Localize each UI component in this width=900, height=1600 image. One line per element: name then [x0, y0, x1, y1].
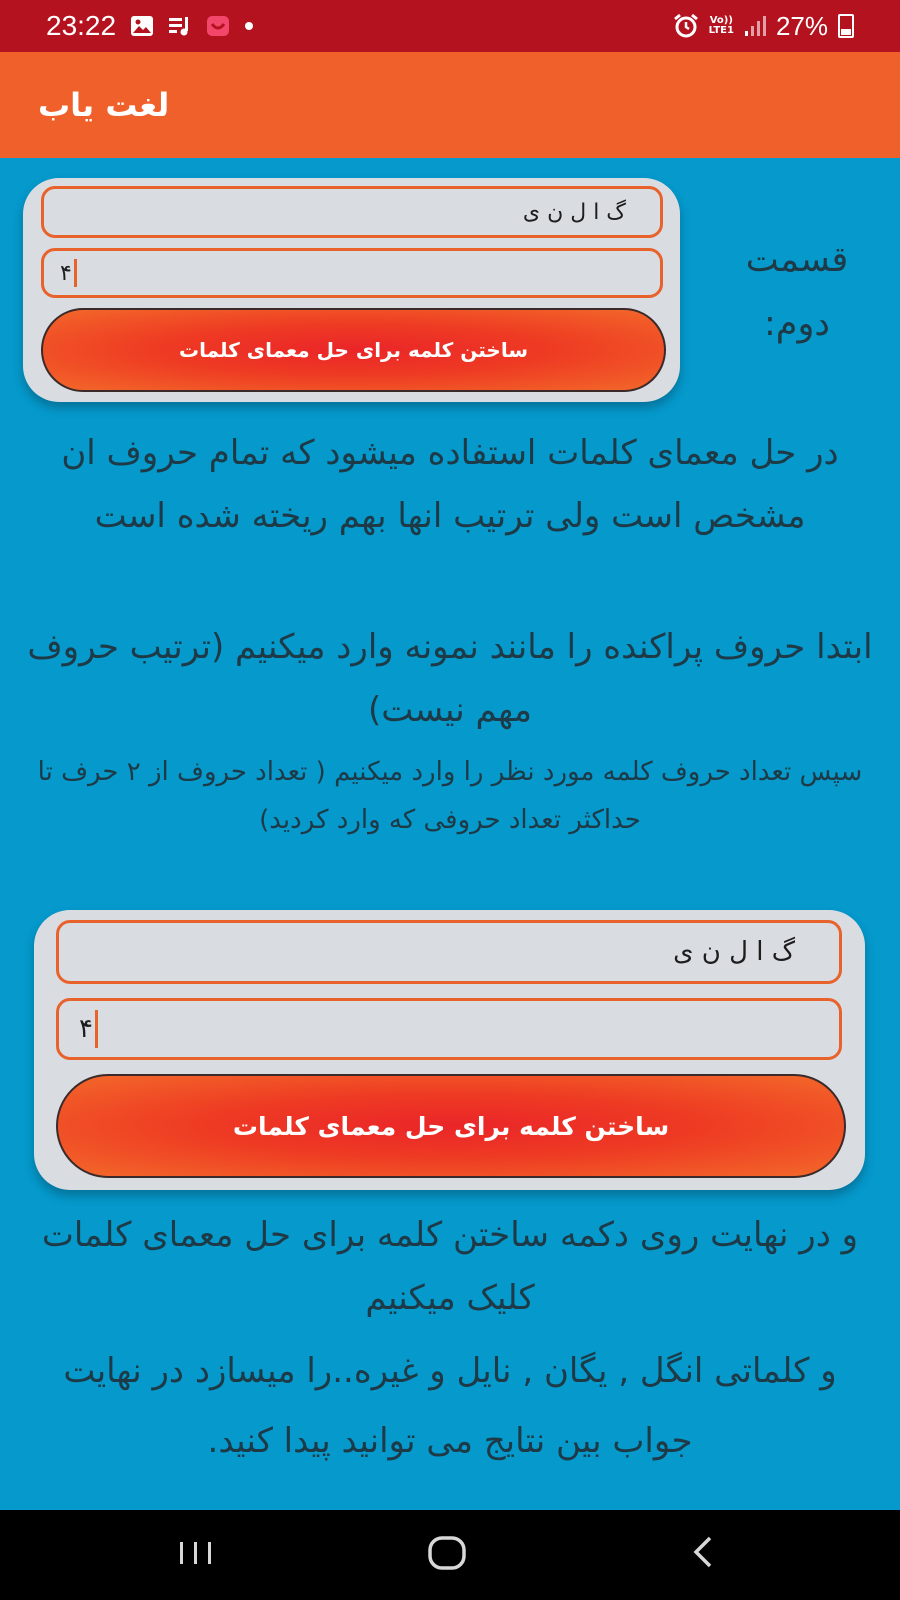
status-right: [673, 11, 854, 42]
recent-apps-icon[interactable]: [176, 1532, 216, 1572]
letter-count-value: ۴: [79, 1014, 93, 1044]
status-bar: [0, 0, 900, 52]
more-notifications-dot-icon: [244, 21, 254, 31]
network-type: Vo)) LTE1: [708, 15, 734, 36]
letter-count-value: ۴: [60, 260, 72, 286]
step3-text: و در نهایت روی دکمه ساختن کلمه برای حل معمای کلمات کلیک میکنیم: [41, 1215, 859, 1318]
letters-input[interactable]: [41, 186, 663, 238]
alarm-icon: [673, 13, 699, 39]
back-icon[interactable]: [688, 1532, 718, 1572]
status-time: 23:22: [46, 10, 117, 41]
text-cursor: [95, 1010, 98, 1048]
letters-input[interactable]: [56, 920, 842, 984]
intro-text: در حل معمای کلمات استفاده میشود که تمام حروف ان مشخص است ولی ترتیب انها بهم ریخته شده است: [61, 433, 839, 536]
app-bar: [0, 52, 900, 158]
battery-percentage: 27%: [775, 10, 828, 41]
app-title: لغت یاب: [38, 86, 170, 124]
result-text: و کلماتی انگل , یگان , نایل و غیره..را میسازد در نهایت جواب بین نتایج می توانید پیدا کنید.: [63, 1351, 837, 1461]
step1-text: ابتدا حروف پراکنده را مانند نمونه وارد میکنیم (ترتیب حروف مهم نیست): [27, 627, 873, 730]
letters-input-value: گ ا ل ن ی: [673, 937, 795, 967]
text-cursor: [74, 259, 77, 287]
app-notification-icon: [206, 15, 230, 37]
sample-card-small: [23, 178, 680, 402]
playlist-icon: [168, 15, 192, 37]
home-icon[interactable]: [426, 1532, 470, 1572]
system-navigation-bar: [0, 1510, 900, 1600]
battery-icon: [838, 14, 854, 38]
letters-input-value: گ ا ل ن ی: [522, 199, 626, 225]
build-word-button[interactable]: ساختن کلمه برای حل معمای کلمات: [41, 308, 666, 392]
gallery-icon: [130, 15, 154, 37]
signal-icon: [744, 15, 766, 37]
sample-card-large: [34, 910, 865, 1190]
letter-count-input[interactable]: [41, 248, 663, 298]
status-left: [46, 10, 254, 42]
letter-count-input[interactable]: [56, 998, 842, 1060]
build-word-button[interactable]: ساختن کلمه برای حل معمای کلمات: [56, 1074, 846, 1178]
section-label: قسمت دوم:: [745, 240, 849, 344]
step2-text: سپس تعداد حروف کلمه مورد نظر را وارد میکنیم ( تعداد حروف از ۲ حرف تا حداکثر تعداد حروفی که وارد کردید): [37, 757, 863, 835]
